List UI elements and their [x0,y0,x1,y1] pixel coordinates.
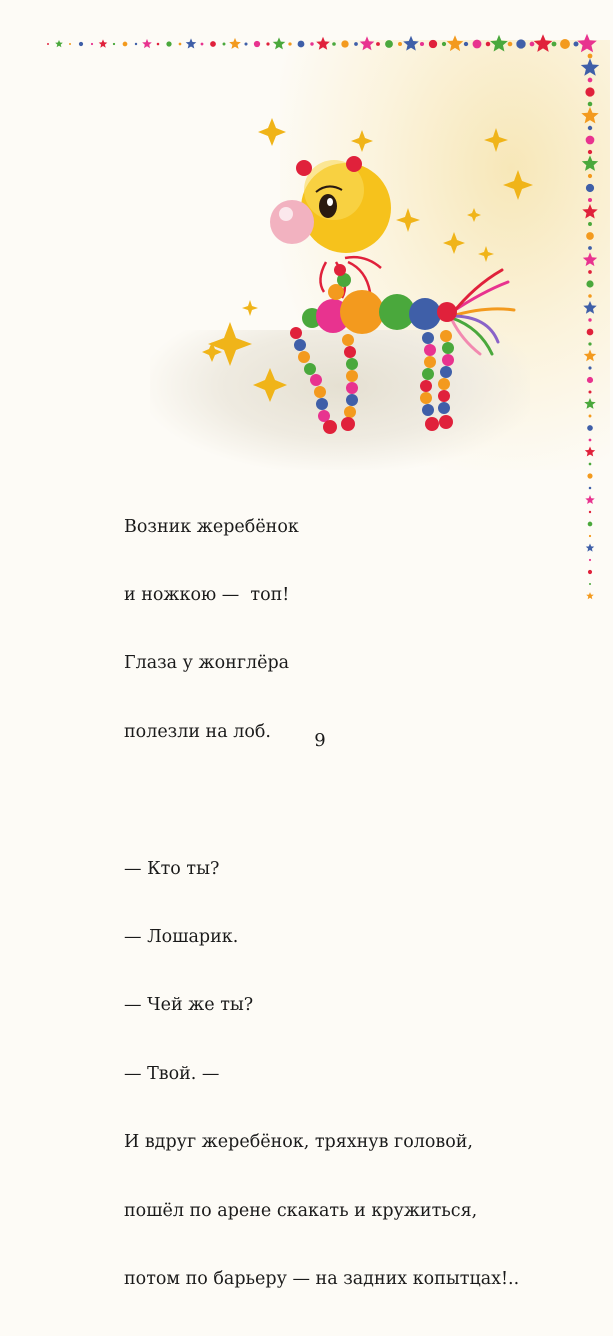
poem-line: Глаза у жонглёра [124,653,290,674]
body [302,264,457,334]
poem-line: полезли на лоб. [124,721,271,742]
poem-line [124,789,584,812]
poem-line: пошёл по арене скакать и кружиться, [124,1200,478,1221]
poem-line: — Твой. — [124,1063,220,1084]
legs [290,327,454,434]
poem-text [124,470,584,1336]
poem-line: — Чей же ты? [124,995,254,1016]
poem-line: и ножкою — топ! [124,584,290,605]
head [270,156,391,253]
poem-line: потом по барьеру — на задних копытцах!.. [124,1268,520,1289]
page-number: 9 [314,730,326,751]
poem-line: Возник жеребёнок [124,516,299,537]
tail-ribbons [452,270,514,354]
poem-line: — Лошарик. [124,926,239,947]
poem-line: — Кто ты? [124,858,220,879]
poem-line: И вдруг жеребёнок, тряхнув головой, [124,1132,473,1153]
